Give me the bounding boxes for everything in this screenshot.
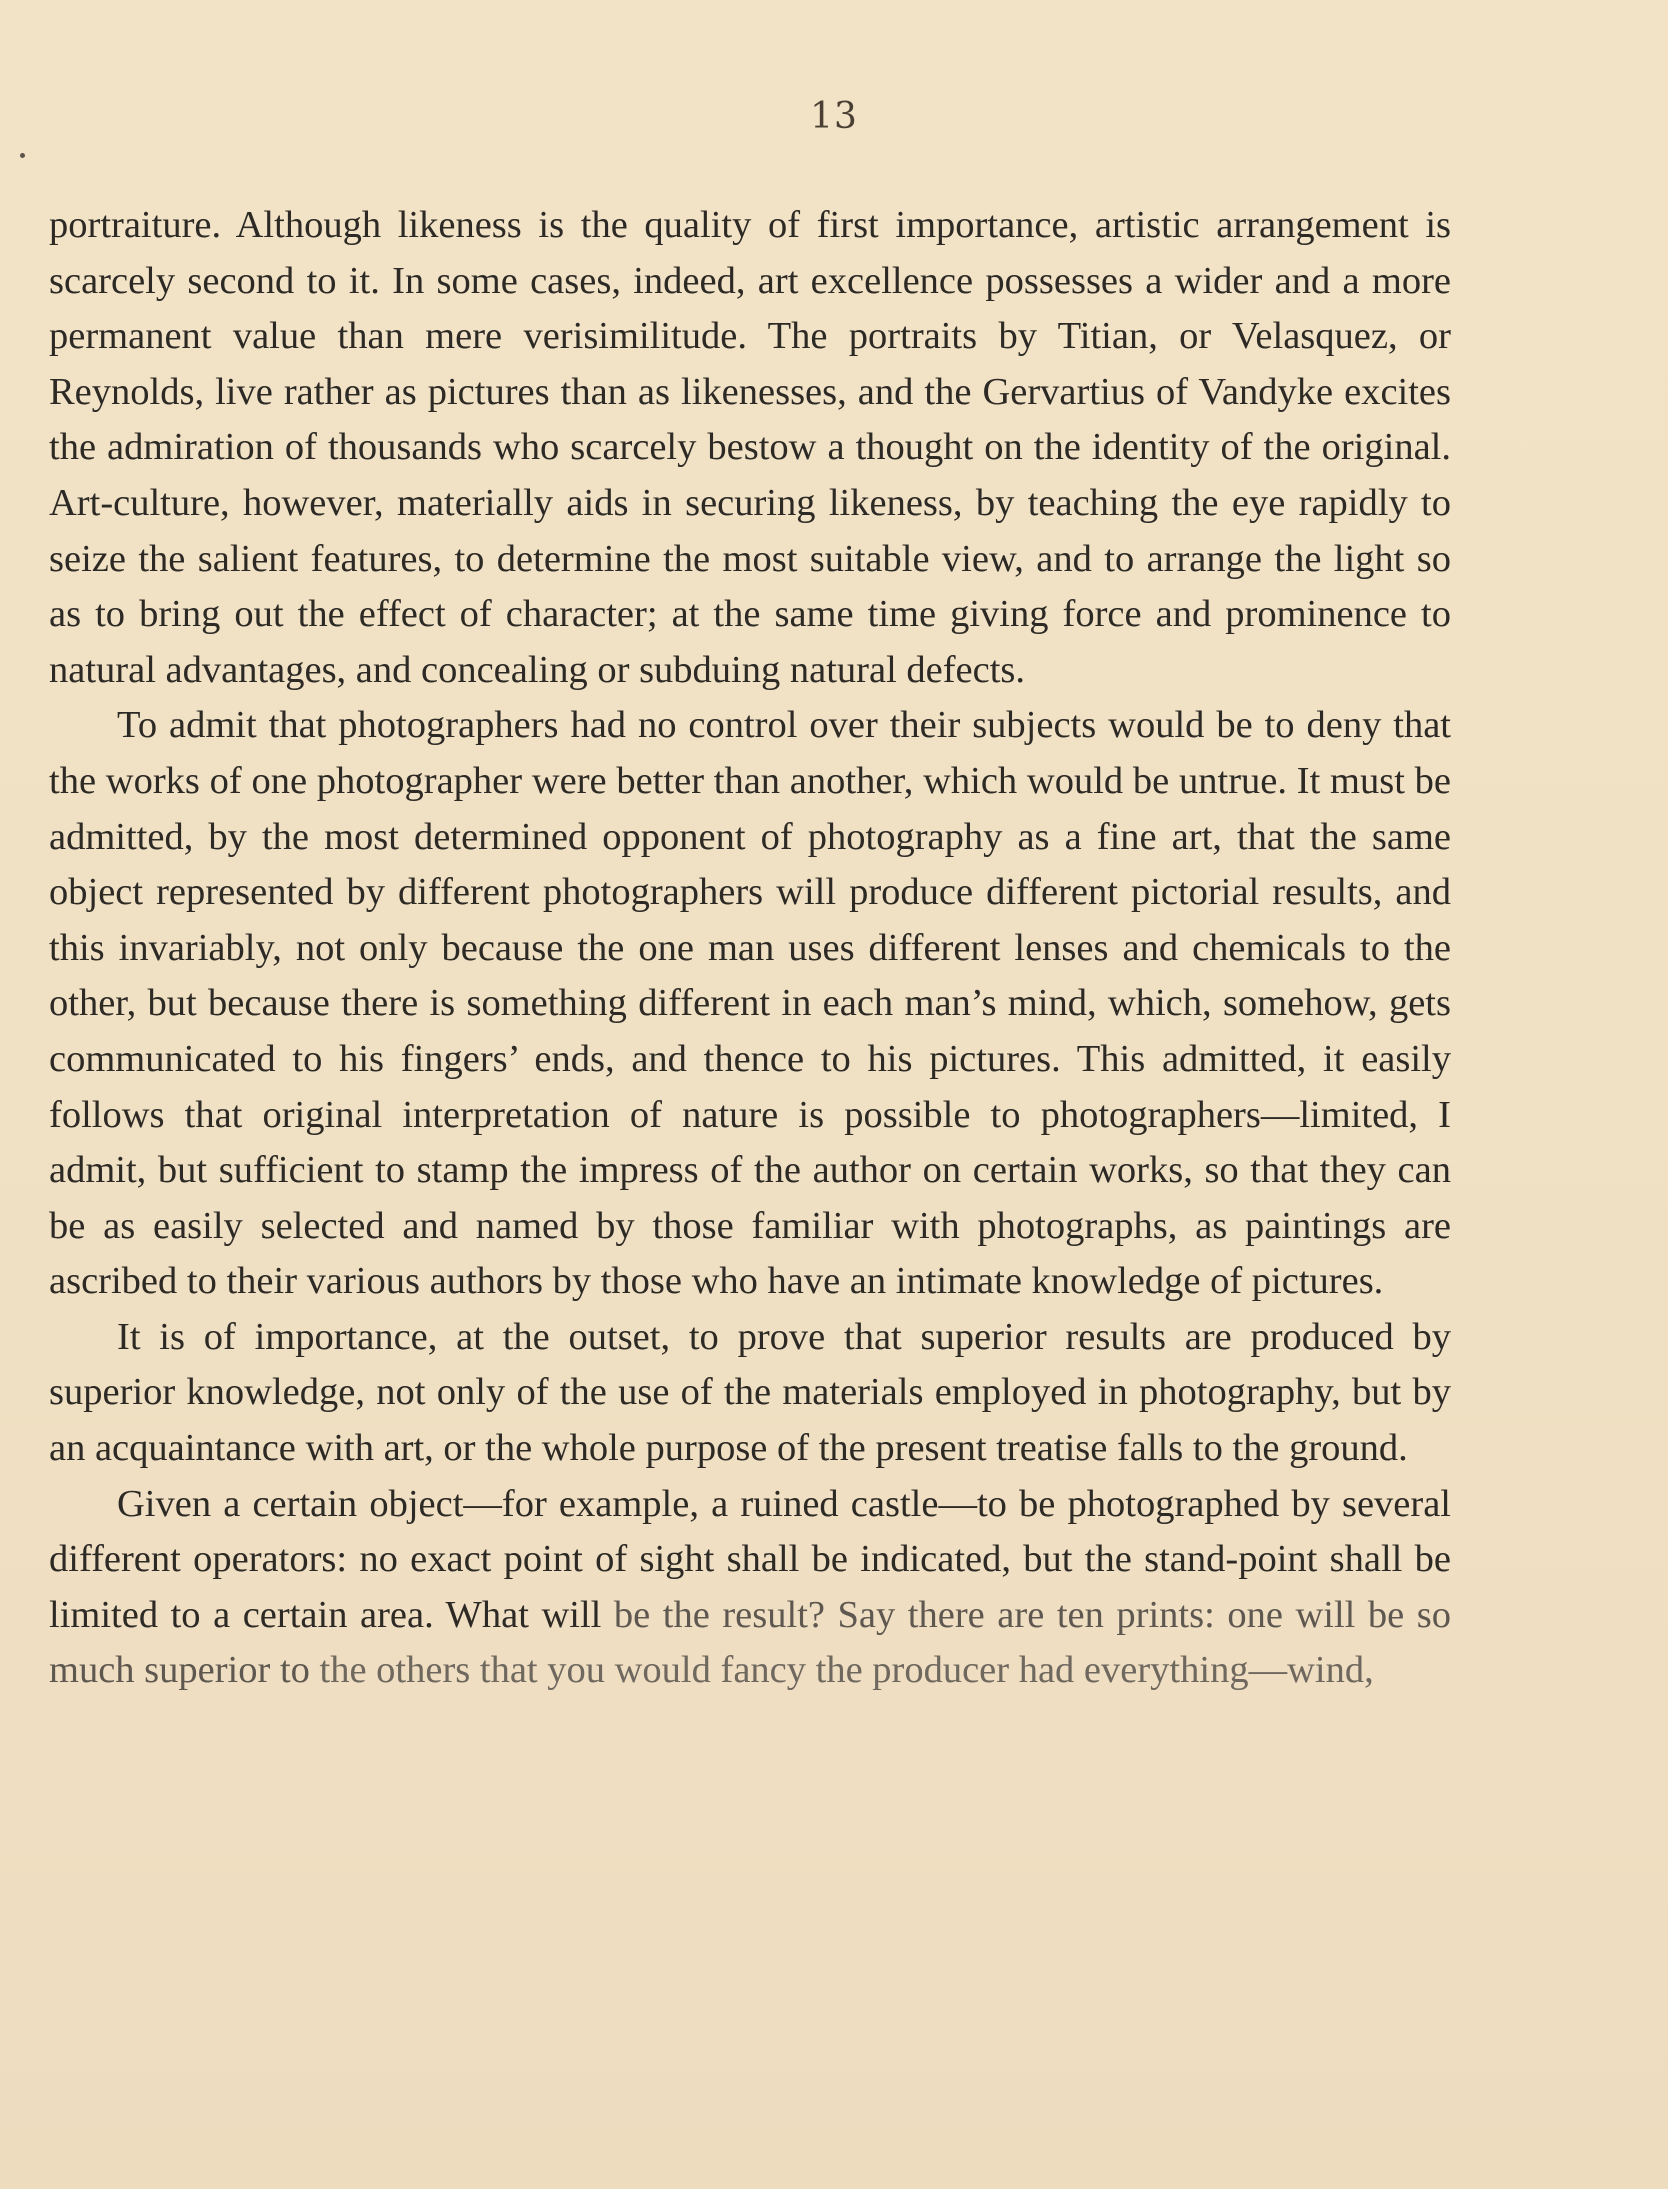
page-number: 13: [810, 96, 858, 137]
body-text: [49, 198, 1451, 1699]
paragraph-ruined-castle-faded-1: be the result? Say there are ten prints: one will be so much superior to: [49, 1593, 1452, 1692]
paragraph-portraiture: portraiture. Although likeness is the quality of first importance, artistic arrangement is scarcely second to it. In some cases, indeed, art excellence possesses a wider and a more permanent value than mere verisimilitude. The portraits by Titian, or Velasquez, or Reynolds, live rather as pictures than as likenesses, and the Gervartius of Vandyke excites the admiration of thousands who scarcely bestow a thought on the identity of the original. Art-culture, however, materially aids in securing likeness, by teaching the eye rapidly to seize the salient features, to determine the most suitable view, and to arrange the light so as to bring out the effect of character; at the same time giving force and prominence to natural advantages, and concealing or subduing natural defects.: [49, 204, 1451, 691]
paragraph-ruined-castle-main: Given a certain object—for example, a ruined castle—to be photographed by several different operators: no exact point of sight shall be indicated, but the stand-point shall be limited to a certain area. What will: [49, 1482, 1451, 1636]
paragraph-ruined-castle-faded-2: the others that you would fancy the producer had everything—wind,: [319, 1649, 1374, 1692]
paragraph-superior-knowledge: It is of importance, at the outset, to prove that superior results are produced by superior knowledge, not only of the use of the materials employed in photography, but by an acquaintance with art, or the whole purpose of the present treatise falls to the ground.: [49, 1315, 1451, 1470]
margin-tick-mark: [20, 153, 25, 158]
paragraph-ruined-castle: [49, 1477, 1451, 1699]
paragraph-control-over-subjects: To admit that photographers had no control over their subjects would be to deny that the works of one photographer were better than another, which would be untrue. It must be admitted, by the most determined opponent of photography as a fine art, that the same object represented by different photographers will produce different pictorial results, and this invariably, not only because the one man uses different lenses and chemicals to the other, but because there is something different in each man’s mind, which, somehow, gets communicated to his fingers’ ends, and thence to his pictures. This admitted, it easily follows that original interpretation of nature is possible to photographers—limited, I admit, but sufficient to stamp the impress of the author on certain works, so that they can be as easily selected and named by those familiar with photographs, as paintings are ascribed to their various authors by those who have an intimate knowledge of pictures.: [49, 704, 1451, 1303]
